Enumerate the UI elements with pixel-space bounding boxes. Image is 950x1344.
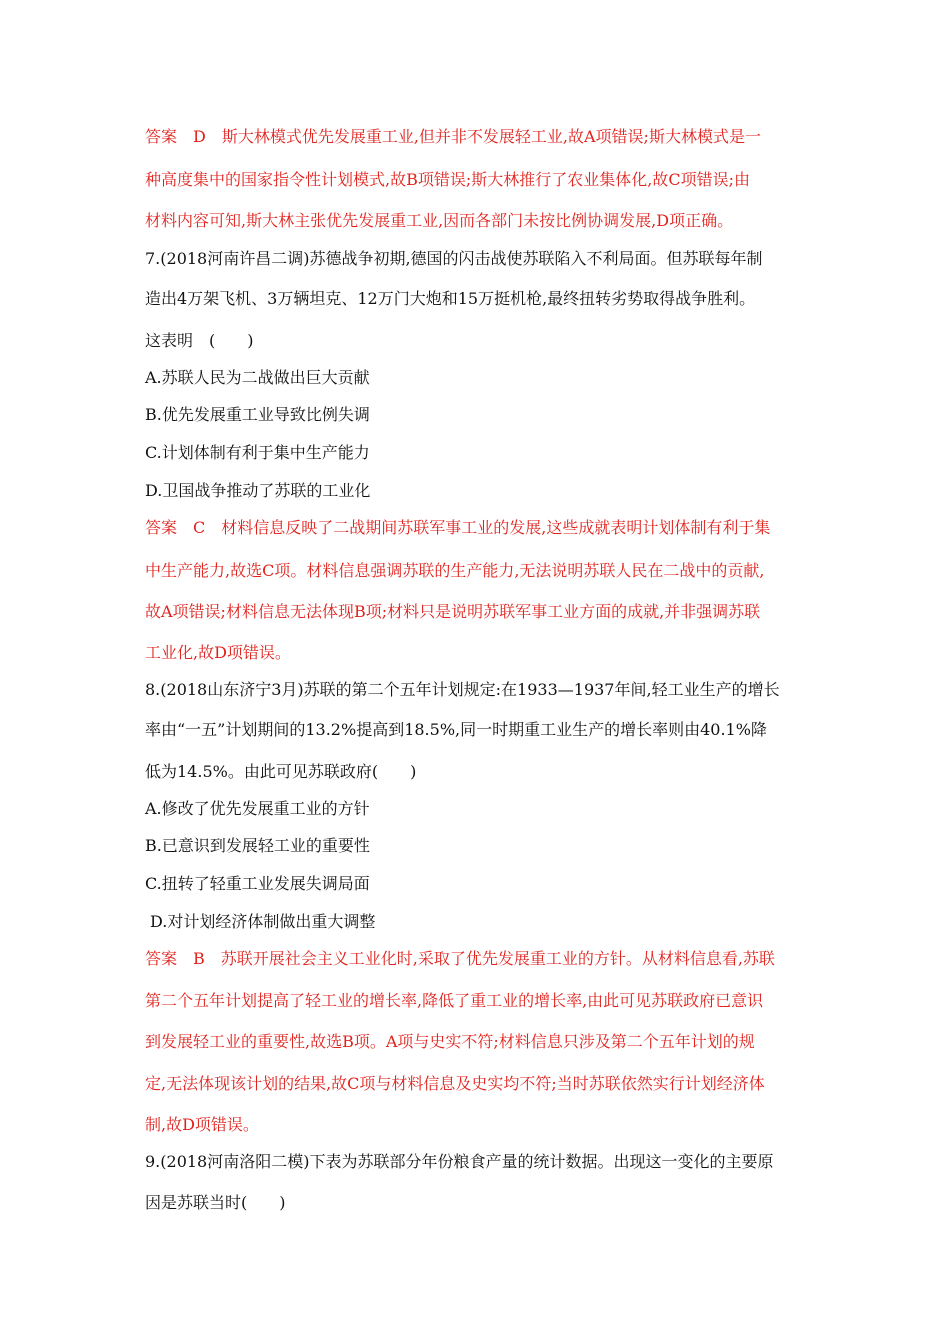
question-8-option-b: B.已意识到发展轻工业的重要性	[145, 836, 370, 855]
answer-7-line-4: 工业化,故D项错误。	[145, 643, 291, 662]
question-8-option-a: A.修改了优先发展重工业的方针	[145, 799, 370, 818]
question-8-line-1: 8.(2018山东济宁3月)苏联的第二个五年计划规定:在1933—1937年间,轻工业生产的增长	[145, 680, 780, 699]
question-7-line-2: 造出4万架飞机、3万辆坦克、12万门大炮和15万挺机枪,最终扭转劣势取得战争胜利。	[145, 289, 756, 308]
answer-6-line-1: 答案 D 斯大林模式优先发展重工业,但并非不发展轻工业,故A项错误;斯大林模式是一	[145, 127, 761, 146]
question-8-option-c: C.扭转了轻重工业发展失调局面	[145, 874, 370, 893]
answer-7-line-1: 答案 C 材料信息反映了二战期间苏联军事工业的发展,这些成就表明计划体制有利于集	[145, 518, 771, 537]
answer-8-line-5: 制,故D项错误。	[145, 1115, 259, 1134]
answer-7-line-3: 故A项错误;材料信息无法体现B项;材料只是说明苏联军事工业方面的成就,并非强调苏联	[145, 602, 761, 621]
question-8-line-3: 低为14.5%。由此可见苏联政府( )	[145, 762, 417, 781]
question-9-line-2: 因是苏联当时( )	[145, 1193, 286, 1212]
question-7-line-3: 这表明 ( )	[145, 331, 254, 350]
question-7-option-c: C.计划体制有利于集中生产能力	[145, 443, 370, 462]
question-7-option-a: A.苏联人民为二战做出巨大贡献	[145, 368, 370, 387]
answer-6-line-3: 材料内容可知,斯大林主张优先发展重工业,因而各部门未按比例协调发展,D项正确。	[145, 211, 734, 230]
answer-8-line-3: 到发展轻工业的重要性,故选B项。A项与史实不符;材料信息只涉及第二个五年计划的规	[145, 1032, 755, 1051]
question-7-option-d: D.卫国战争推动了苏联的工业化	[145, 481, 371, 500]
question-7-option-b: B.优先发展重工业导致比例失调	[145, 405, 370, 424]
answer-8-line-1: 答案 B 苏联开展社会主义工业化时,采取了优先发展重工业的方针。从材料信息看,苏联	[145, 949, 775, 968]
answer-7-line-2: 中生产能力,故选C项。材料信息强调苏联的生产能力,无法说明苏联人民在二战中的贡献,	[145, 561, 765, 580]
question-7-line-1: 7.(2018河南许昌二调)苏德战争初期,德国的闪击战使苏联陷入不利局面。但苏联每年制	[145, 249, 763, 268]
answer-8-line-4: 定,无法体现该计划的结果,故C项与材料信息及史实均不符;当时苏联依然实行计划经济体	[145, 1074, 765, 1093]
answer-6-line-2: 种高度集中的国家指令性计划模式,故B项错误;斯大林推行了农业集体化,故C项错误;由	[145, 170, 750, 189]
question-8-line-2: 率由“一五”计划期间的13.2%提高到18.5%,同一时期重工业生产的增长率则由40.1%降	[145, 720, 767, 739]
question-9-line-1: 9.(2018河南洛阳二模)下表为苏联部分年份粮食产量的统计数据。出现这一变化的主要原	[145, 1152, 774, 1171]
answer-8-line-2: 第二个五年计划提高了轻工业的增长率,降低了重工业的增长率,由此可见苏联政府已意识	[145, 991, 764, 1010]
question-8-option-d: D.对计划经济体制做出重大调整	[150, 912, 376, 931]
